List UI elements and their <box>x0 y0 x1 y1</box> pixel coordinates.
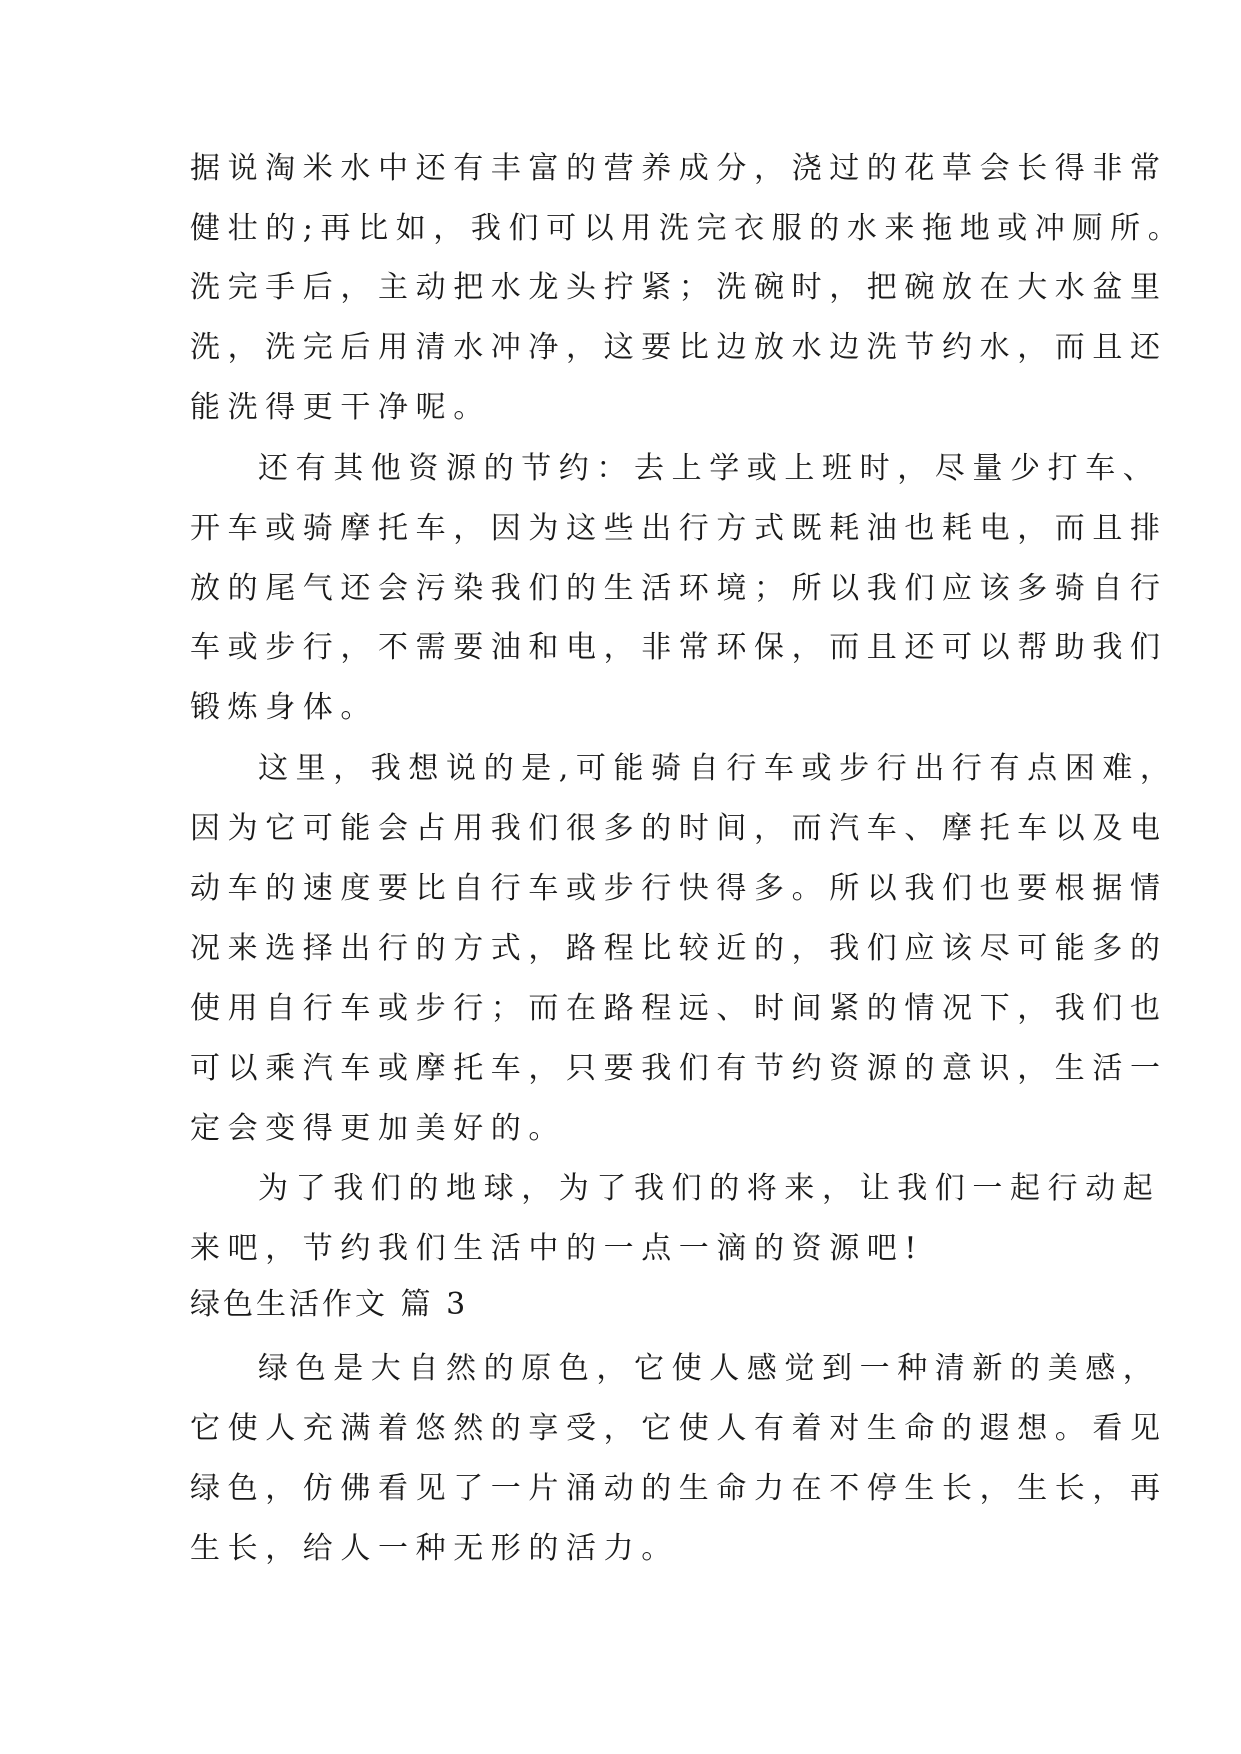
paragraph-1-line-3: 洗完手后，主动把水龙头拧紧；洗碗时，把碗放在大水盆里 <box>190 270 1168 305</box>
paragraph-5-line-3: 绿色，仿佛看见了一片涌动的生命力在不停生长，生长，再 <box>190 1471 1168 1506</box>
paragraph-3-line-5: 使用自行车或步行；而在路程远、时间紧的情况下，我们也 <box>190 991 1168 1026</box>
paragraph-2-line-3: 放的尾气还会污染我们的生活环境；所以我们应该多骑自行 <box>190 571 1168 606</box>
paragraph-2-line-1: 还有其他资源的节约：去上学或上班时，尽量少打车、 <box>258 451 1161 486</box>
paragraph-1-line-5: 能洗得更干净呢。 <box>190 390 491 425</box>
paragraph-5-line-4: 生长，给人一种无形的活力。 <box>190 1531 679 1566</box>
paragraph-3-line-7: 定会变得更加美好的。 <box>190 1111 566 1146</box>
paragraph-5-line-1: 绿色是大自然的原色，它使人感觉到一种清新的美感， <box>258 1351 1161 1386</box>
paragraph-4-line-1: 为了我们的地球，为了我们的将来，让我们一起行动起 <box>258 1171 1161 1206</box>
paragraph-3-line-4: 况来选择出行的方式，路程比较近的，我们应该尽可能多的 <box>190 931 1168 966</box>
paragraph-3-line-3: 动车的速度要比自行车或步行快得多。所以我们也要根据情 <box>190 871 1168 906</box>
paragraph-1-line-2: 健壮的;再比如，我们可以用洗完衣服的水来拖地或冲厕所。 <box>190 211 1186 246</box>
paragraph-1-line-1: 据说淘米水中还有丰富的营养成分，浇过的花草会长得非常 <box>190 151 1168 186</box>
section-title: 绿色生活作文 篇 3 <box>190 1287 469 1322</box>
paragraph-2-line-5: 锻炼身体。 <box>190 690 378 725</box>
paragraph-3-line-2: 因为它可能会占用我们很多的时间，而汽车、摩托车以及电 <box>190 811 1168 846</box>
paragraph-2-line-2: 开车或骑摩托车，因为这些出行方式既耗油也耗电，而且排 <box>190 511 1168 546</box>
paragraph-4-line-2: 来吧，节约我们生活中的一点一滴的资源吧! <box>190 1231 925 1266</box>
paragraph-2-line-4: 车或步行，不需要油和电，非常环保，而且还可以帮助我们 <box>190 630 1168 665</box>
paragraph-3-line-6: 可以乘汽车或摩托车，只要我们有节约资源的意识，生活一 <box>190 1051 1168 1086</box>
paragraph-1-line-4: 洗，洗完后用清水冲净，这要比边放水边洗节约水，而且还 <box>190 330 1168 365</box>
paragraph-3-line-1: 这里，我想说的是,可能骑自行车或步行出行有点困难， <box>258 751 1178 786</box>
paragraph-5-line-2: 它使人充满着悠然的享受，它使人有着对生命的遐想。看见 <box>190 1411 1168 1446</box>
